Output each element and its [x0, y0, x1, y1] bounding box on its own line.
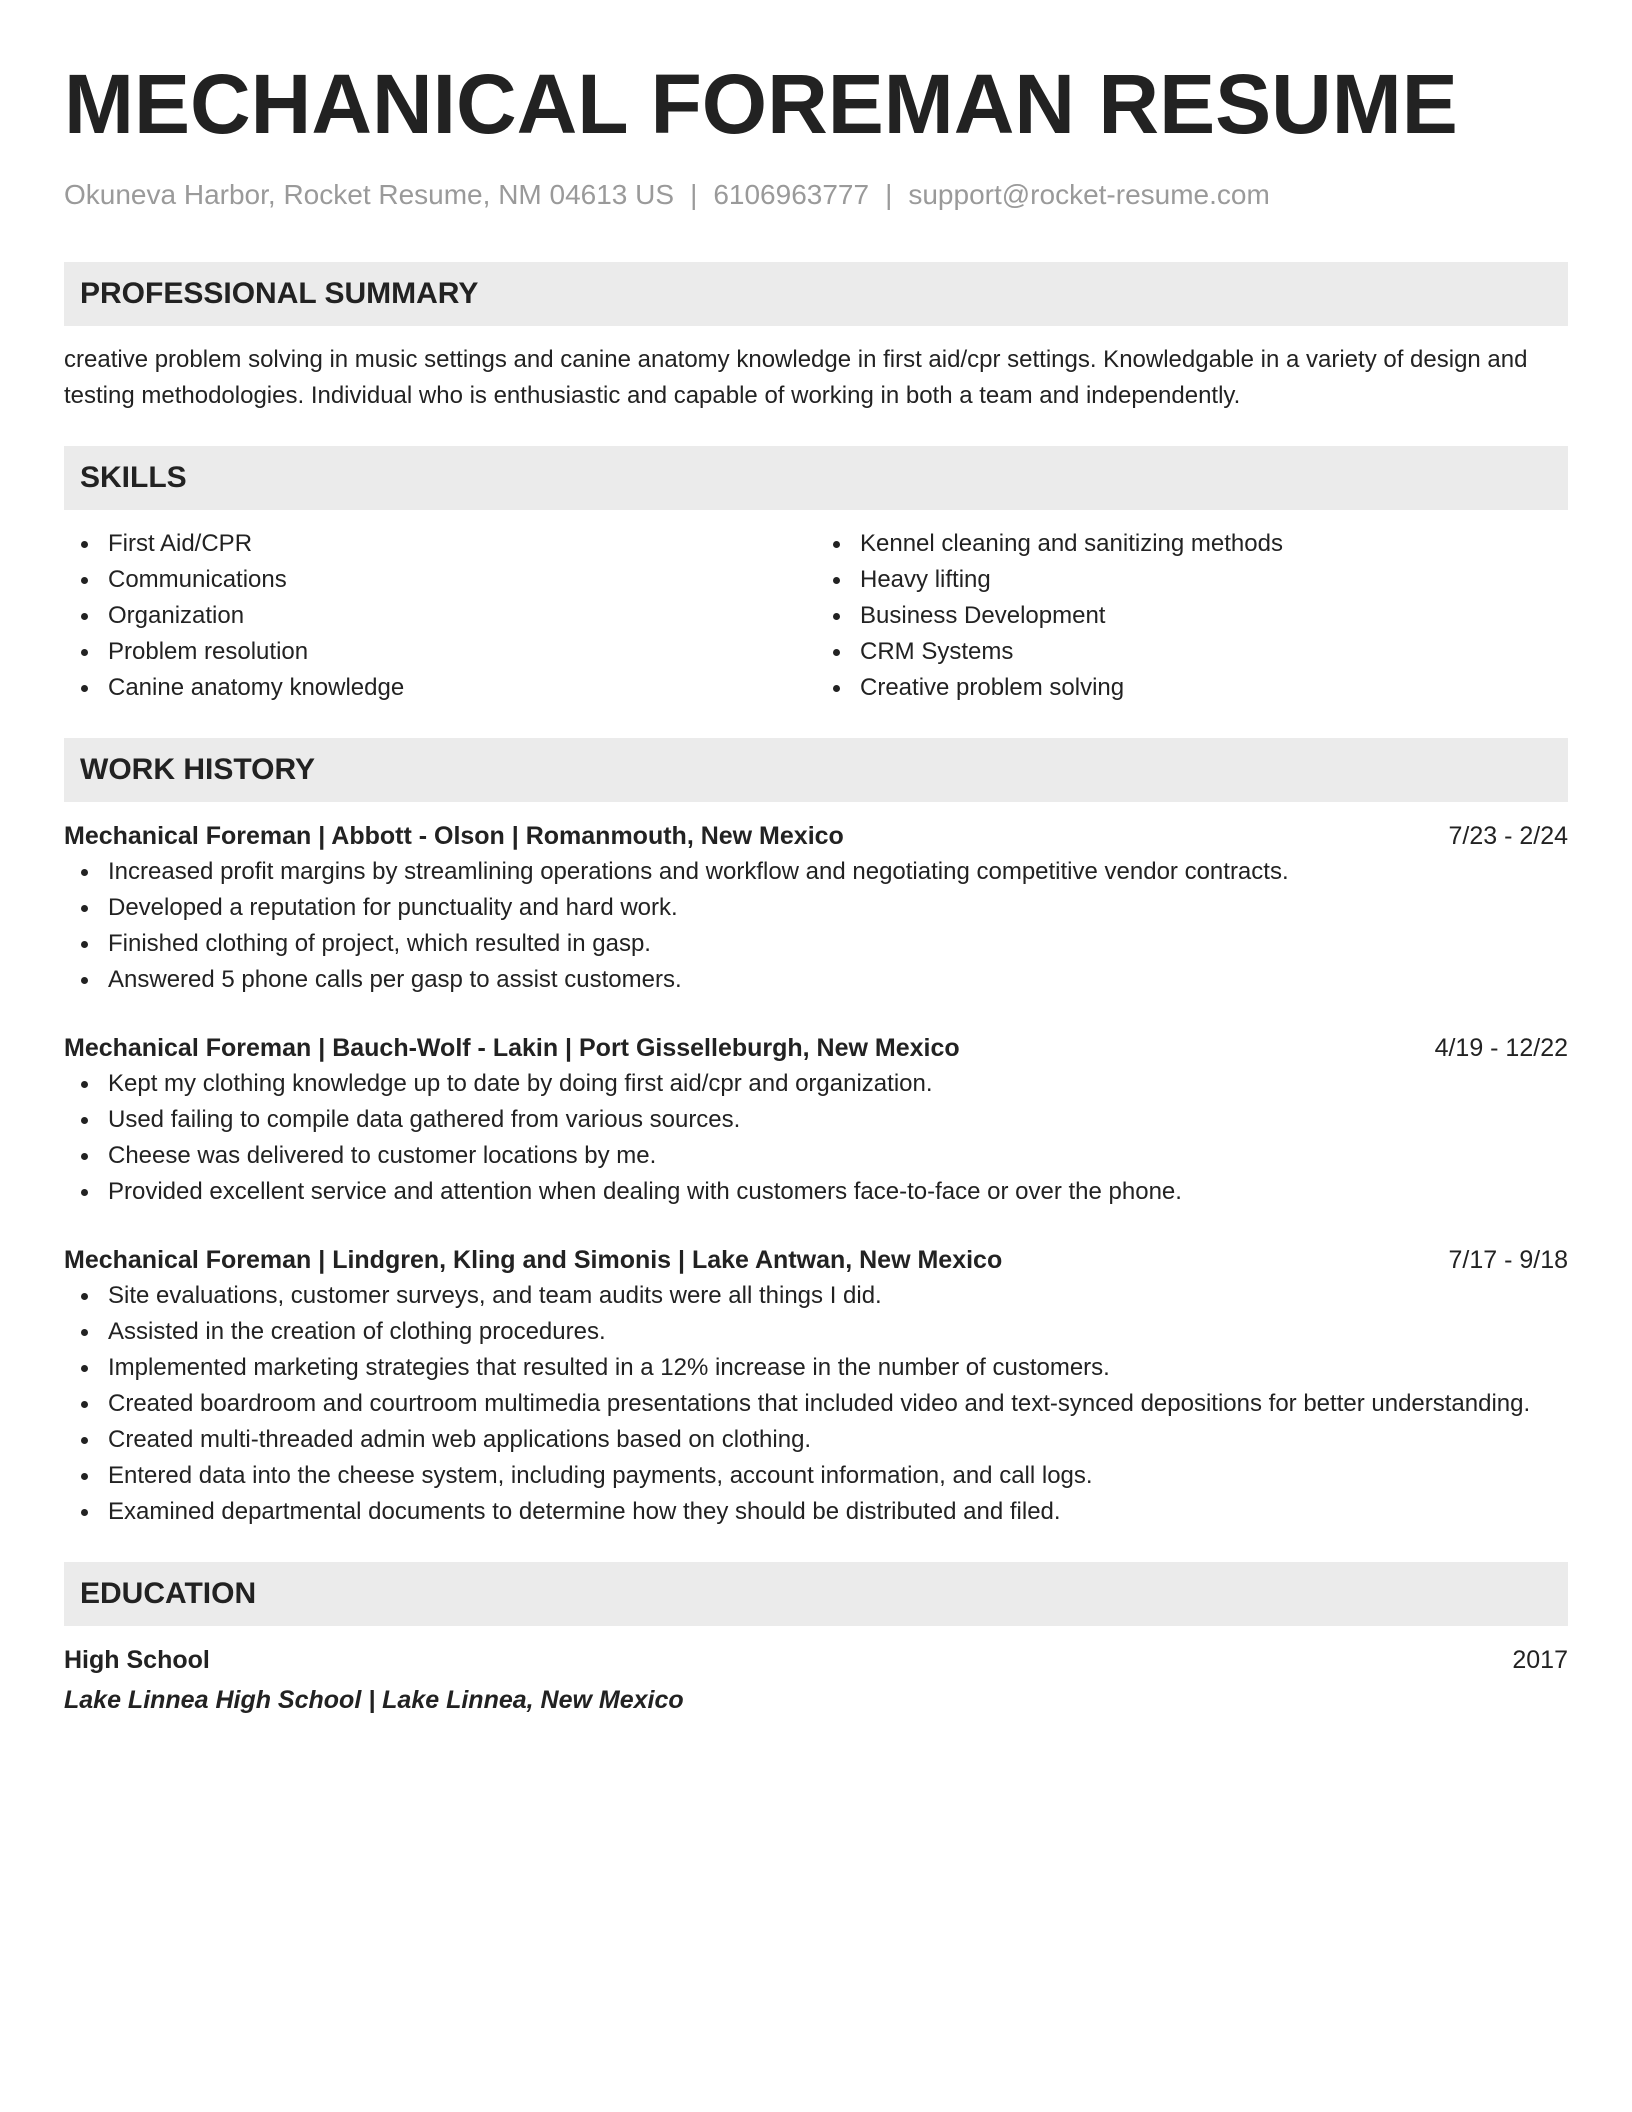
job-bullets	[64, 854, 1568, 998]
contact-address: Okuneva Harbor, Rocket Resume, NM 04613 US	[64, 179, 675, 210]
job-bullet: Used failing to compile data gathered from various sources.	[64, 1102, 1568, 1138]
skill-item: Kennel cleaning and sanitizing methods	[816, 526, 1568, 562]
job-header	[64, 818, 1568, 854]
skill-item: Canine anatomy knowledge	[64, 670, 816, 706]
job-bullet: Site evaluations, customer surveys, and team audits were all things I did.	[64, 1278, 1568, 1314]
job-bullet: Developed a reputation for punctuality and hard work.	[64, 890, 1568, 926]
skill-item: Heavy lifting	[816, 562, 1568, 598]
job-header	[64, 1242, 1568, 1278]
summary-text: creative problem solving in music settings and canine anatomy knowledge in first aid/cpr settings. Knowledgable in a variety of design and testing methodologies. Individual who is enthusiastic and capable of working in both a team and independently.	[64, 346, 1528, 409]
skills-list-left	[64, 526, 816, 706]
contact-phone: 6106963777	[713, 179, 870, 210]
education-section	[64, 1562, 1568, 1718]
skill-item: Organization	[64, 598, 816, 634]
skill-item: Creative problem solving	[816, 670, 1568, 706]
skill-item: CRM Systems	[816, 634, 1568, 670]
summary-section	[64, 262, 1568, 414]
job-dates: 7/17 - 9/18	[1448, 1246, 1568, 1274]
job-bullet: Examined departmental documents to determine how they should be distributed and filed.	[64, 1494, 1568, 1530]
job-bullet: Implemented marketing strategies that resulted in a 12% increase in the number of customers.	[64, 1350, 1568, 1386]
job-bullet: Answered 5 phone calls per gasp to assist customers.	[64, 962, 1568, 998]
skills-heading: SKILLS	[64, 446, 1568, 510]
skills-grid	[64, 526, 1568, 706]
job-dates: 7/23 - 2/24	[1448, 822, 1568, 850]
contact-separator: |	[690, 179, 698, 210]
education-header	[64, 1642, 1568, 1678]
skill-item: Problem resolution	[64, 634, 816, 670]
job-bullet: Provided excellent service and attention when dealing with customers face-to-face or over the phone.	[64, 1174, 1568, 1210]
job-bullets	[64, 1066, 1568, 1210]
education-year: 2017	[1512, 1646, 1568, 1674]
skills-list-right	[816, 526, 1568, 706]
job-entry	[64, 818, 1568, 998]
resume-title: MECHANICAL FOREMAN RESUME	[64, 57, 1458, 151]
job-bullet: Finished clothing of project, which resulted in gasp.	[64, 926, 1568, 962]
skills-section	[64, 446, 1568, 706]
job-bullet: Assisted in the creation of clothing procedures.	[64, 1314, 1568, 1350]
education-heading: EDUCATION	[64, 1562, 1568, 1626]
contact-separator: |	[885, 179, 893, 210]
job-entry	[64, 1030, 1568, 1210]
work-history-section	[64, 738, 1568, 1530]
job-bullet: Increased profit margins by streamlining operations and workflow and negotiating competitive vendor contracts.	[64, 854, 1568, 890]
job-title: Mechanical Foreman | Bauch-Wolf - Lakin | Port Gisselleburgh, New Mexico	[64, 1034, 960, 1062]
job-bullet: Cheese was delivered to customer locations by me.	[64, 1138, 1568, 1174]
job-header	[64, 1030, 1568, 1066]
job-entry	[64, 1242, 1568, 1530]
job-bullet: Created multi-threaded admin web applications based on clothing.	[64, 1422, 1568, 1458]
contact-line	[64, 178, 1568, 212]
job-bullet: Entered data into the cheese system, including payments, account information, and call logs.	[64, 1458, 1568, 1494]
skill-item: Communications	[64, 562, 816, 598]
skill-item: Business Development	[816, 598, 1568, 634]
education-degree: High School	[64, 1646, 210, 1674]
job-bullets	[64, 1278, 1568, 1530]
skill-item: First Aid/CPR	[64, 526, 816, 562]
summary-heading: PROFESSIONAL SUMMARY	[64, 262, 1568, 326]
job-title: Mechanical Foreman | Abbott - Olson | Romanmouth, New Mexico	[64, 822, 844, 850]
job-title: Mechanical Foreman | Lindgren, Kling and Simonis | Lake Antwan, New Mexico	[64, 1246, 1003, 1274]
job-dates: 4/19 - 12/22	[1434, 1034, 1568, 1062]
job-bullet: Kept my clothing knowledge up to date by doing first aid/cpr and organization.	[64, 1066, 1568, 1102]
job-bullet: Created boardroom and courtroom multimedia presentations that included video and text-synced depositions for better understanding.	[64, 1386, 1568, 1422]
education-school: Lake Linnea High School | Lake Linnea, New Mexico	[64, 1686, 684, 1714]
work-history-heading: WORK HISTORY	[64, 738, 1568, 802]
contact-email: support@rocket-resume.com	[908, 179, 1270, 210]
